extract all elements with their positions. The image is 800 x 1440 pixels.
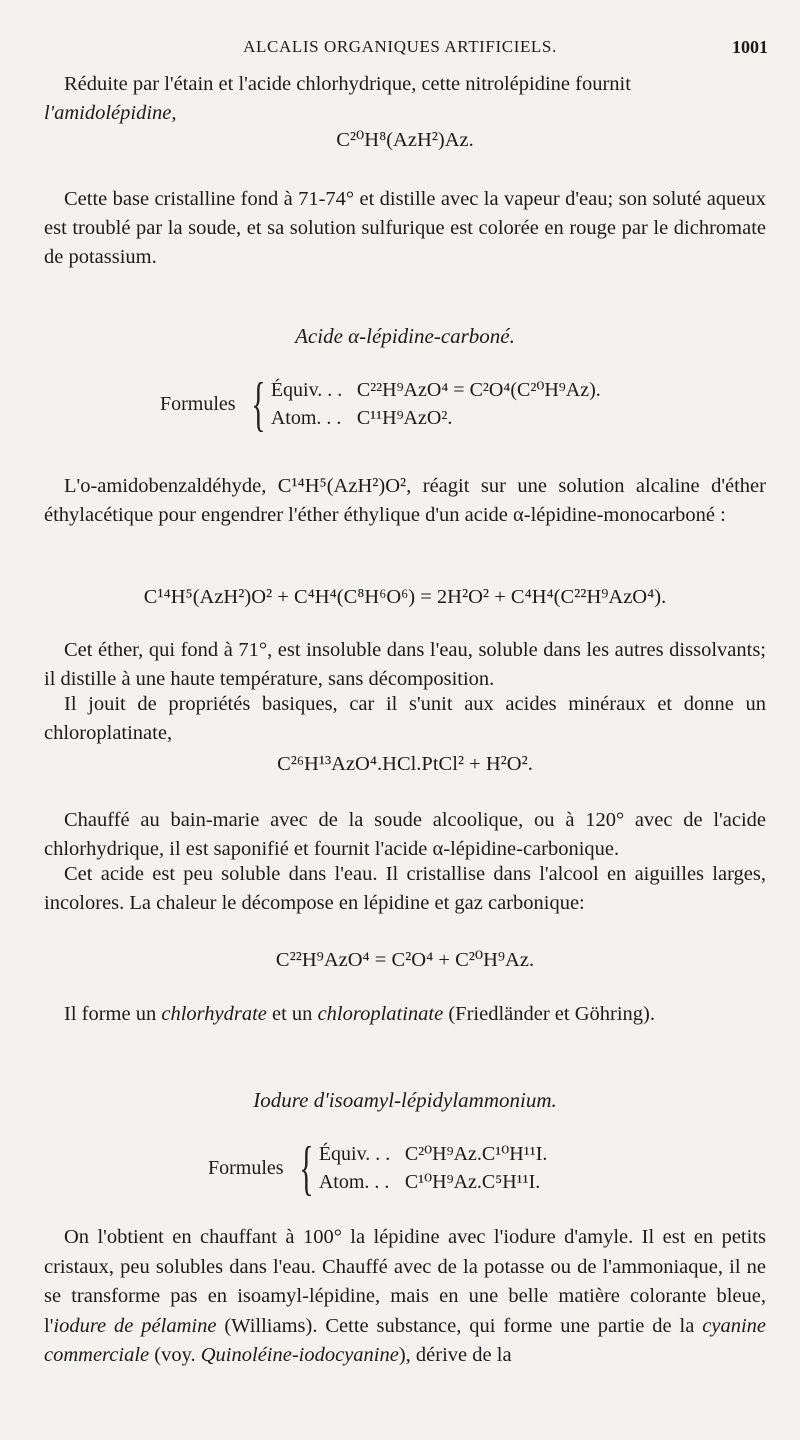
paragraph-3 [44,472,766,530]
paragraph-5-text: Il jouit de propriétés basiques, car il s'unit aux acides minéraux et donne un chloroplatinate, [44,693,766,744]
brace-icon: { [251,371,266,437]
paragraph-1-text: Réduite par l'étain et l'acide chlorhydrique, cette nitrolépidine fournit [64,73,631,95]
paragraph-9-text-c: (Williams). Cette substance, qui forme une partie de la [216,1314,703,1337]
formula-block-1-equiv: C²²H⁹AzO⁴ = C²O⁴(C²⁰H⁹Az). [356,379,601,401]
paragraph-9-text-a: On l'obtient en chauffant à 100° la lépidine avec l'iodure d'amyle. Il est en petits cristaux, peu solubles dans l'eau. Chauffé avec de la potasse ou de l'ammoniaque, il ne se transforme pas en isoamyl-lépidine, mais en une belle matière colorante bleue, l' [44,1226,766,1337]
formula-block-2-atom: C¹⁰H⁹Az.C⁵H¹¹I. [404,1171,541,1193]
paragraph-1 [44,70,766,128]
paragraph-7 [44,860,766,918]
paragraph-8 [44,1000,766,1029]
paragraph-5 [44,690,766,748]
paragraph-3-text: L'o-amidobenzaldéhyde, C¹⁴H⁵(AzH²)O², réagit sur une solution alcaline d'éther éthylacétique pour engendrer l'éther éthylique d'un acide α-lépidine-monocarboné : [44,475,766,526]
paragraph-4-text: Cet éther, qui fond à 71°, est insoluble dans l'eau, soluble dans les autres dissolvants; il distille à une haute température, sans décomposition. [44,639,766,690]
paragraph-8-chloroplatinate: chloroplatinate [317,1003,444,1025]
paragraph-1-italic: l'amidolépidine, [44,102,177,124]
brace-icon: { [299,1135,314,1201]
page-number: 1001 [732,37,768,57]
paragraph-7-text: Cet acide est peu soluble dans l'eau. Il cristallise dans l'alcool en aiguilles larges, incolores. La chaleur le décompose en lépidine et gaz carbonique: [44,863,766,914]
formula-block-2-label: Formules [208,1156,284,1179]
paragraph-9-quinoleine-iodocyanine: Quinoléine-iodocyanine [200,1344,399,1366]
formula-block-2-atom-label: Atom. . . [318,1171,390,1193]
formula-block-2-equiv-label: Équiv. . . [318,1143,391,1165]
formula-chloroplatinate: C²⁶H¹³AzO⁴.HCl.PtCl² + H²O². [277,753,533,775]
formula-block-2-equiv: C²⁰H⁹Az.C¹⁰H¹¹I. [404,1143,548,1165]
section-heading-acide-lepidine-carbone: Acide α-lépidine-carboné. [295,324,515,348]
formula-block-1-atom: C¹¹H⁹AzO². [356,407,453,429]
formula-block-1-equiv-label: Équiv. . . [270,379,343,401]
running-title: ALCALIS ORGANIQUES ARTIFICIELS. [243,37,557,56]
formula-block-1-label: Formules [160,392,236,415]
paragraph-8-text-a: Il forme un [64,1003,162,1025]
formula-block-1-atom-label: Atom. . . [270,407,342,429]
paragraph-9-text-g: ), dérive de la [398,1344,512,1366]
section-heading-iodure: Iodure d'isoamyl-lépidylammonium. [253,1088,557,1112]
paragraph-9-text-e: (voy. [149,1344,201,1366]
paragraph-6 [44,806,766,864]
paragraph-9-iodure-de-pelamine: iodure de pélamine [53,1314,217,1337]
formula-amidolepidine: C²⁰H⁸(AzH²)Az. [336,129,474,151]
paragraph-8-text-c: et un [266,1003,318,1025]
paragraph-9-cyanine-commerciale: cyanine commerciale [44,1314,766,1366]
formula-block-2 [208,1135,548,1201]
running-header [0,33,800,63]
formula-reaction: C¹⁴H⁵(AzH²)O² + C⁴H⁴(C⁸H⁶O⁶) = 2H²O² + C⁴H⁴(C²²H⁹AzO⁴). [143,586,667,608]
paragraph-6-text: Chauffé au bain-marie avec de la soude alcoolique, ou à 120° avec de l'acide chlorhydrique, il est saponifié et fournit l'acide α-lépidine-carbonique. [44,809,766,860]
paragraph-8-text-e: (Friedländer et Göhring). [443,1003,655,1025]
paragraph-8-chlorhydrate: chlorhydrate [161,1003,267,1025]
formula-block-1 [160,371,601,437]
paragraph-4 [44,636,766,694]
formula-decomposition: C²²H⁹AzO⁴ = C²O⁴ + C²⁰H⁹Az. [275,949,535,971]
paragraph-9 [44,1223,766,1371]
paragraph-2 [44,185,766,272]
paragraph-2-text: Cette base cristalline fond à 71-74° et distille avec la vapeur d'eau; son soluté aqueux est troublé par la soude, et sa solution sulfurique est colorée en rouge par le dichromate de potassium. [44,188,766,268]
